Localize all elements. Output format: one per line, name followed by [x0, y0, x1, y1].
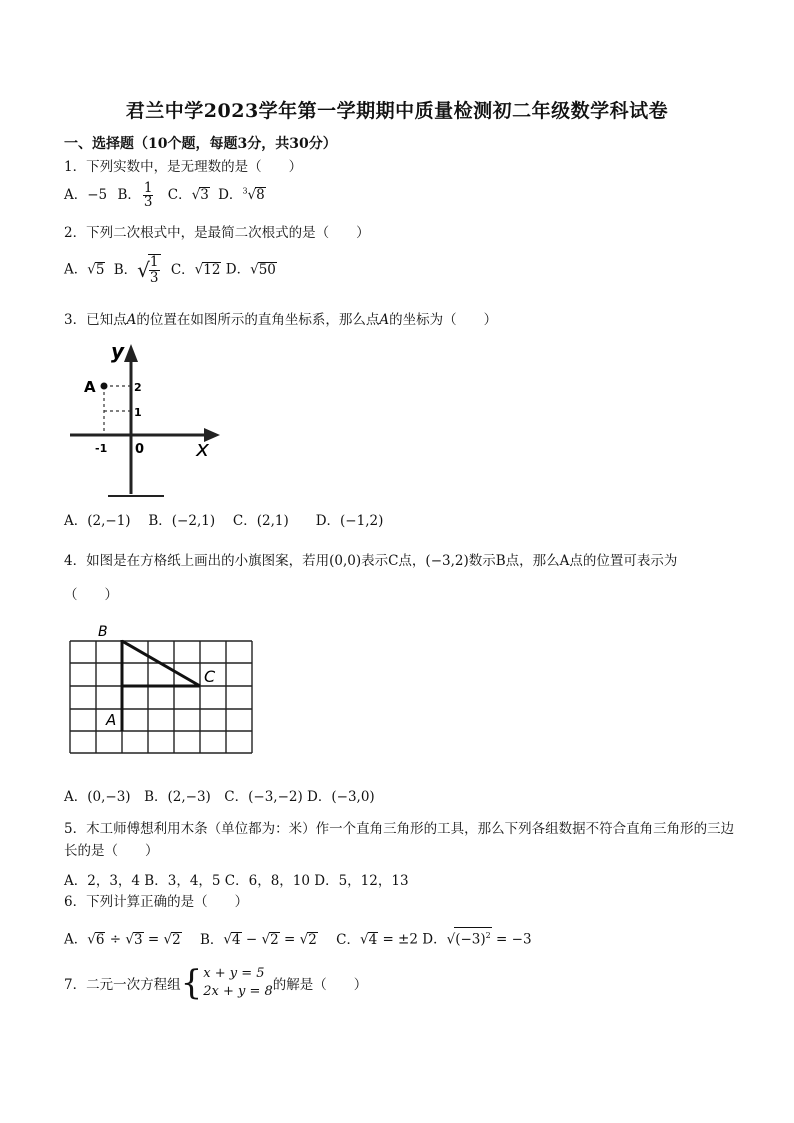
point-a-label: A	[106, 711, 117, 729]
question-1-stem: 1．下列实数中，是无理数的是（ ）	[64, 159, 303, 175]
question-5-stem: 5．木工师傅想利用木条（单位都为：米）作一个直角三角形的工具，那么下列各组数据不符合直角三角形的三边长的是（ ）	[64, 821, 735, 859]
question-2-options: A．√5 B．√ $\frac{1}{3}$ C．√12 D．√50	[64, 254, 276, 286]
point-b-label: B	[98, 624, 108, 640]
page-title: 君兰中学2023学年第一学期期中质量检测初二年级数学科试卷	[125, 100, 669, 122]
question-6-stem: 6．下列计算正确的是（ ）	[64, 894, 249, 910]
question-1-options: A．−5 B． $\frac{1}{3}$ C．√3 D．$^3$√8	[64, 180, 265, 210]
section-heading: 一、选择题（10个题，每题3分，共30分）	[64, 136, 337, 152]
point-c-label: C	[204, 667, 216, 686]
question-2-stem: 2．下列二次根式中，是最简二次根式的是（ ）	[64, 225, 370, 241]
question-3-stem: 3．已知点A的位置在如图所示的直角坐标系，那么点A的坐标为（ ）	[64, 312, 498, 328]
tick-label-2: 2	[134, 381, 142, 394]
question-3-options: A．(2,−1) B．(−2,1) C．(2,1) D．(−1,2)	[64, 513, 384, 529]
tick-label-1: 1	[134, 406, 142, 419]
origin-label: 0	[135, 442, 145, 457]
tick-label-neg1: -1	[95, 442, 108, 455]
point-a-marker	[101, 383, 108, 390]
y-axis-label: y	[111, 339, 125, 363]
x-axis-label: x	[196, 437, 210, 462]
question-7-stem: 7．二元一次方程组{ x + y = 5 2x + y = 8 的解是（ ）	[64, 963, 368, 1003]
question-4-bracket: （ ）	[64, 587, 118, 603]
grid-flag-figure	[66, 620, 266, 760]
question-5-options: A．2，3，4 B．3，4，5 C．6，8，10 D．5，12，13	[64, 873, 409, 889]
coordinate-figure	[64, 338, 224, 498]
point-a-label: A	[84, 378, 96, 396]
question-6-options: A．√6 ÷ √3 = √2 B．√4 − √2 = √2 C．√4 = ±2 D．$√(-3)^2 = -3$	[64, 927, 532, 948]
question-4-options: A．(0,−3) B．(2,−3) C．(−3,−2) D．(−3,0)	[64, 789, 375, 805]
question-4-stem: 4．如图是在方格纸上画出的小旗图案，若用(0,0)表示C点，(−3,2)数示B点，那么A点的位置可表示为	[64, 553, 678, 569]
